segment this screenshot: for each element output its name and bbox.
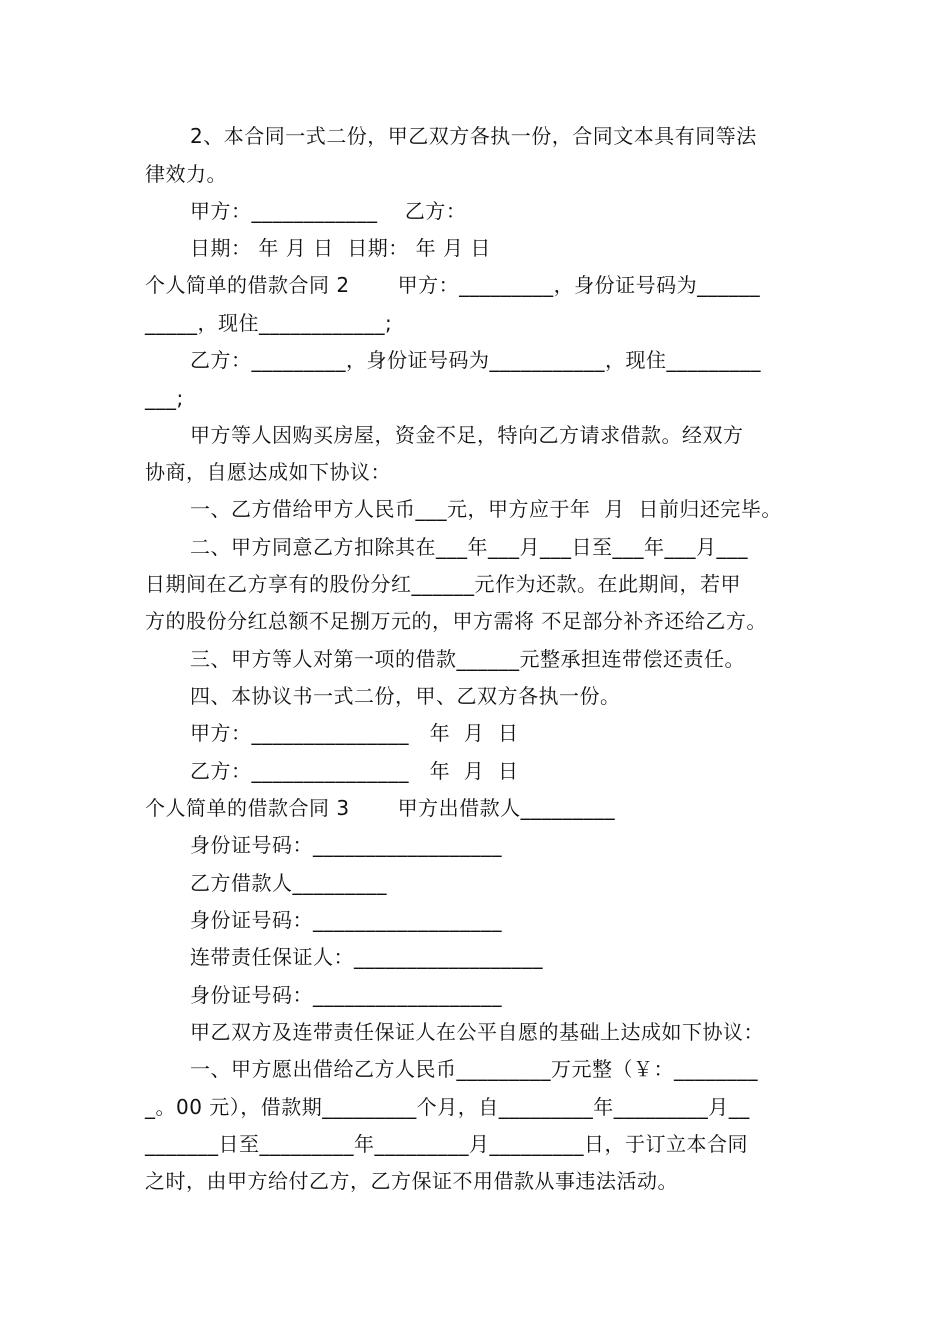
paragraph-line: 日期间在乙方享有的股份分红______元作为还款。在此期间，若甲 [145, 572, 741, 596]
paragraph-line: ___; [145, 386, 184, 410]
contract-heading-2: 个人简单的借款合同 2 甲方：_________，身份证号码为______ [145, 273, 761, 297]
paragraph-line: 方的股份分红总额不足捌万元的，甲方需将 不足部分补齐还给乙方。 [145, 609, 767, 633]
id-number-line: 身份证号码：__________________ [190, 983, 502, 1007]
clause-4: 四、本协议书一式二份，甲、乙双方各执一份。 [190, 684, 621, 708]
borrower-line: 乙方借款人_________ [190, 871, 387, 895]
id-number-line: 身份证号码：__________________ [190, 908, 502, 932]
clause-2: 二、甲方同意乙方扣除其在___年___月___日至___年___月___ [190, 535, 748, 559]
signature-line: 甲方：____________ 乙方： [190, 199, 467, 223]
paragraph-line: 之时，由甲方给付乙方，乙方保证不用借款从事违法活动。 [145, 1169, 678, 1193]
paragraph-line: 律效力。 [145, 162, 227, 186]
signature-line: 乙方：_______________ 年 月 日 [190, 759, 519, 783]
contract-heading-3: 个人简单的借款合同 3 甲方出借款人_________ [145, 796, 616, 820]
paragraph-line: _______日至_________年_________月_________日，于订立本合同 [145, 1132, 748, 1156]
clause-1: 一、乙方借给甲方人民币___元，甲方应于年 月 日前归还完毕。 [190, 497, 782, 521]
paragraph-line: 甲方等人因购买房屋，资金不足，特向乙方请求借款。经双方 [190, 423, 744, 447]
paragraph-line: 协商，自愿达成如下协议： [145, 460, 391, 484]
signature-line: 甲方：_______________ 年 月 日 [190, 721, 519, 745]
date-line: 日期： 年 月 日 日期： 年 月 日 [190, 236, 491, 260]
clause-3: 三、甲方等人对第一项的借款______元整承担连带偿还责任。 [190, 647, 745, 671]
clause-1: 一、甲方愿出借给乙方人民币_________万元整（￥：________ [190, 1057, 758, 1081]
paragraph-line: 2、本合同一式二份，甲乙双方各执一份，合同文本具有同等法 [190, 124, 757, 148]
paragraph-line: 甲乙双方及连带责任保证人在公平自愿的基础上达成如下协议： [190, 1020, 764, 1044]
paragraph-line: 乙方：_________，身份证号码为___________，现住_________ [190, 348, 761, 372]
id-number-line: 身份证号码：__________________ [190, 833, 502, 857]
paragraph-line: _____，现住____________; [145, 311, 393, 335]
paragraph-line: _。00 元），借款期_________个月，自_________年_________月__ [145, 1095, 750, 1119]
guarantor-line: 连带责任保证人：__________________ [190, 945, 543, 969]
